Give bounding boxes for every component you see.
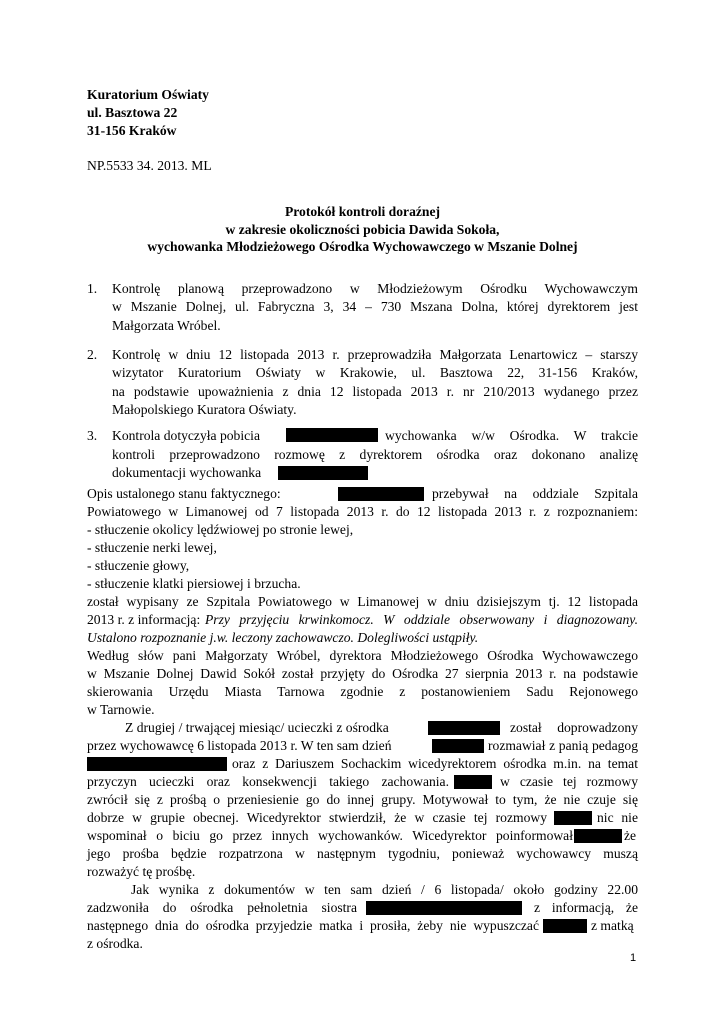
paragraph-line-2-start: przez wychowawcę 6 listopada 2013 r. W ten sam dzień [87, 738, 392, 753]
item-2-line-1: Kontrolę w dniu 12 listopada 2013 r. przeprowadziła Małgorzata Lenartowicz – starszy [112, 347, 638, 362]
paragraph-line-4-end: w czasie tej rozmowy [500, 774, 638, 789]
header-line-2: ul. Basztowa 22 [87, 105, 178, 120]
redaction-block [432, 739, 484, 753]
redaction-block [278, 466, 368, 480]
reference-number: NP.5533 34. 2013. ML [87, 158, 212, 173]
item-3-line-2: kontroli przeprowadzono rozmowę z dyrektorem ośrodka oraz dokonano analizę [112, 447, 638, 462]
item-2-line-2: wizytator Kuratorium Oświaty w Krakowie, ul. Basztowa 22, 31-156 Kraków, [112, 365, 638, 380]
paragraph-line-1-end: został doprowadzony [510, 720, 638, 735]
discharge-quote-1: Przy przyjęciu krwinkomocz. W oddziale obserwowany i diagnozowany. [205, 612, 638, 627]
statement-line-4: w Tarnowie. [87, 702, 155, 717]
page-number: 1 [630, 952, 637, 964]
paragraph-line-3: oraz z Dariuszem Sochackim wicedyrektorem ośrodka m.in. na temat [232, 756, 638, 771]
statement-line-1: Według słów pani Małgorzaty Wróbel, dyrektora Młodzieżowego Ośrodka Wychowawczego [87, 648, 638, 663]
redaction-block [87, 757, 227, 771]
redaction-block [454, 775, 492, 789]
paragraph-line-6-end: nic nie [597, 810, 638, 825]
title-line-3: wychowanka Młodzieżowego Ośrodka Wychowawczego w Mszanie Dolnej [147, 239, 578, 254]
paragraph2-line-4: z ośrodka. [87, 936, 143, 951]
item-number-2: 2. [87, 347, 98, 362]
header-line-3: 31-156 Kraków [87, 123, 177, 138]
item-number-3: 3. [87, 428, 98, 443]
diagnosis-item: - stłuczenie okolicy lędźwiowej po stronie lewej, [87, 522, 354, 537]
redaction-block [428, 721, 500, 735]
diagnosis-item: - stłuczenie głowy, [87, 558, 190, 573]
discharge-quote-2: Ustalono rozpoznanie j.w. leczony zachowawczo. Dolegliwości ustąpiły. [87, 630, 479, 645]
redaction-block [286, 428, 378, 442]
redaction-block [338, 487, 424, 501]
diagnosis-item: - stłuczenie klatki piersiowej i brzucha. [87, 576, 301, 591]
opis-line-2: Powiatowego w Limanowej od 7 listopada 2013 r. do 12 listopada 2013 r. z rozpoznaniem: [87, 504, 638, 519]
paragraph2-line-1: Jak wynika z dokumentów w ten sam dzień / 6 listopada/ około godziny 22.00 [131, 882, 638, 897]
header-line-1: Kuratorium Oświaty [87, 87, 209, 102]
item-2-line-4: Małopolskiego Kuratora Oświaty. [112, 402, 297, 417]
item-3-line-3: dokumentacji wychowanka [112, 465, 262, 480]
discharge-line-2-start: 2013 r. z informacją: [87, 612, 201, 627]
paragraph-line-1-start: Z drugiej / trwającej miesiąc/ ucieczki z ośrodka [125, 720, 389, 735]
paragraph-line-4-start: przyczyn ucieczki oraz konsekwencji takiego zachowania. [87, 774, 449, 789]
paragraph-line-9: rozważyć tę prośbę. [87, 864, 196, 879]
paragraph-line-2-end: rozmawiał z panią pedagog [488, 738, 638, 753]
diagnosis-item: - stłuczenie nerki lewej, [87, 540, 217, 555]
redaction-block [574, 829, 622, 843]
discharge-line-1: został wypisany ze Szpitala Powiatowego w Limanowej w dniu dzisiejszym tj. 12 listopada [87, 594, 638, 609]
opis-line-1-end: przebywał na oddziale Szpitala [432, 486, 638, 501]
item-3-line-1-end: wychowanka w/w Ośrodka. W trakcie [385, 428, 638, 443]
paragraph2-line-3-start: następnego dnia do ośrodka przyjedzie matka i prosiła, żeby nie wypuszczać [87, 918, 539, 933]
paragraph-line-6-start: dobrze w grupie obecnej. Wicedyrektor stwierdził, że w czasie tej rozmowy [87, 810, 547, 825]
paragraph2-line-2-end: z informacją, że [534, 900, 638, 915]
item-1-line-3: Małgorzata Wróbel. [112, 318, 221, 333]
title-line-2: w zakresie okoliczności pobicia Dawida Sokoła, [225, 222, 500, 237]
item-1-line-1: Kontrolę planową przeprowadzono w Młodzieżowym Ośrodku Wychowawczym [112, 281, 638, 296]
item-1-line-2: w Mszanie Dolnej, ul. Fabryczna 3, 34 – 730 Mszana Dolna, której dyrektorem jest [112, 299, 638, 314]
paragraph2-line-3-end: z matką [591, 918, 634, 933]
item-3-line-1-start: Kontrola dotyczyła pobicia [112, 428, 260, 443]
paragraph-line-7-start: wspominał o biciu go przez innych wychowanków. Wicedyrektor poinformował [87, 828, 573, 843]
paragraph-line-8: jego prośba będzie rozpatrzona w następnym tygodniu, ponieważ wychowawcy muszą [87, 846, 638, 861]
statement-line-3: skierowania Urzędu Miasta Tarnowa zgodnie z postanowieniem Sadu Rejonowego [87, 684, 638, 699]
item-number-1: 1. [87, 281, 98, 296]
paragraph-line-5: zwrócił się z prośbą o przeniesienie go do innej grupy. Motywował to tym, że nie czuje się [87, 792, 638, 807]
opis-label: Opis ustalonego stanu faktycznego: [87, 486, 281, 501]
redaction-block [554, 811, 592, 825]
paragraph-line-7-end: że [624, 828, 637, 843]
paragraph2-line-2-start: zadzwoniła do ośrodka pełnoletnia siostra [87, 900, 357, 915]
redaction-block [543, 919, 587, 933]
title-line-1: Protokół kontroli doraźnej [284, 204, 441, 219]
redaction-block [366, 901, 522, 915]
statement-line-2: w Mszanie Dolnej Dawid Sokół został przyjęty do Ośrodka 27 sierpnia 2013 r. na podstawie [87, 666, 638, 681]
item-2-line-3: na podstawie upoważnienia z dnia 12 listopada 2013 r. nr 210/2013 wydanego przez [112, 384, 638, 399]
